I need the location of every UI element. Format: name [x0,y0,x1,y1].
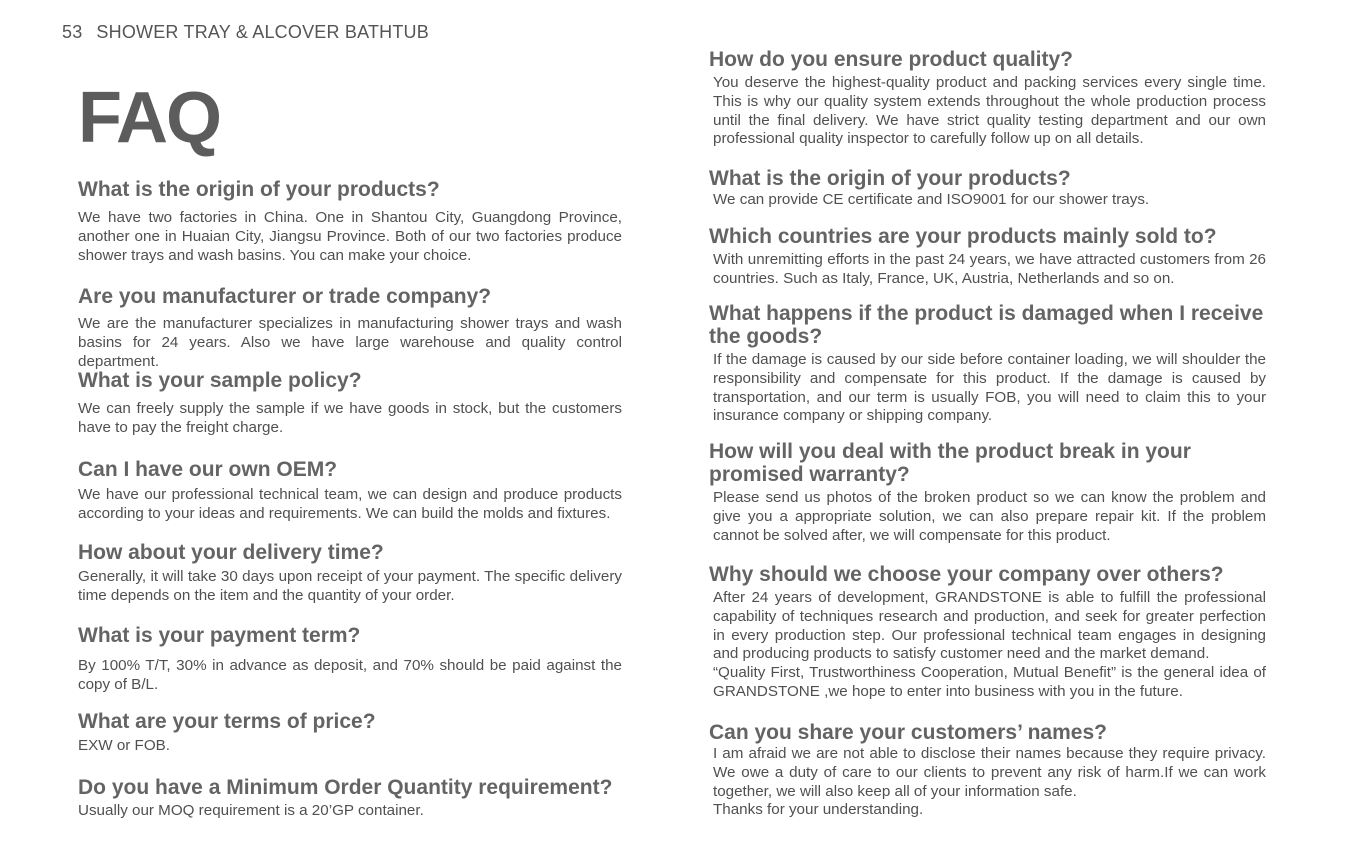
faq-item [78,285,622,371]
faq-item [78,541,622,606]
faq-answer: Generally, it will take 30 days upon receipt of your payment. The specific delivery time depends on the item and the quantity of your order. [78,568,622,604]
faq-answer: You deserve the highest-quality product and packing services every single time. This is why our quality system extends throughout the whole production process until the final delivery. We have strict quality testing department and our own professional quality inspector to carefully follow up on all details. [713,74,1266,148]
faq-answer: We have two factories in China. One in Shantou City, Guangdong Province, another one in Huaian City, Jiangsu Province. Both of our two factories produce shower trays and wash basins. You can make your choice. [78,209,622,264]
faq-answer: By 100% T/T, 30% in advance as deposit, and 70% should be paid against the copy of B/L. [78,657,622,693]
faq-item [709,48,1269,149]
faq-answer: Usually our MOQ requirement is a 20’GP container. [78,802,424,819]
faq-question: What is the origin of your products? [709,167,1071,190]
faq-answer: We can freely supply the sample if we have goods in stock, but the customers have to pay the freight charge. [78,400,622,436]
faq-question: Do you have a Minimum Order Quantity requirement? [78,776,613,799]
faq-answer: We can provide CE certificate and ISO9001 for our shower trays. [713,191,1150,208]
faq-item [709,225,1269,289]
faq-answer-paragraph: Thanks for your understanding. [713,801,924,819]
faq-question: What is your sample policy? [78,369,362,392]
faq-item [709,167,1269,210]
faq-answer-paragraph: I am afraid we are not able to disclose their names because they require privacy. We owe a duty of care to our clients to prevent any risk of harm.If we can work together, we will also keep all of your information safe. [713,745,1266,800]
faq-question: What is your payment term? [78,624,361,647]
faq-answer [709,589,1266,702]
faq-question: How do you ensure product quality? [709,48,1074,71]
faq-item [709,563,1269,702]
faq-item [78,776,622,821]
faq-item [78,710,622,756]
faq-item [78,178,622,265]
faq-answer: If the damage is caused by our side before container loading, we will shoulder the responsibility and compensate for this product. If the damage is caused by transportation, and our term is usually FOB, you will need to claim this to your insurance company or shipping company. [713,351,1266,425]
faq-item [78,369,622,438]
faq-answer-paragraph: After 24 years of development, GRANDSTONE is able to fulfill the professional capability of techniques research and production, and seek for greater perfection in every production step. Our professional technical team engages in designing and producing products to satisfy customer need and the market demand. [713,589,1266,663]
page-header [62,22,429,43]
faq-question: How about your delivery time? [78,541,384,564]
faq-answer-paragraph: “Quality First, Trustworthiness Cooperation, Mutual Benefit” is the general idea of GRANDSTONE ,we hope to enter into business with you in the future. [713,664,1266,700]
faq-answer: We have our professional technical team, we can design and produce products according to your ideas and requirements. We can build the molds and fixtures. [78,486,622,522]
section-title: SHOWER TRAY & ALCOVER BATHTUB [96,22,429,42]
faq-question: How will you deal with the product break in your promised warranty? [709,440,1191,486]
faq-answer: EXW or FOB. [78,737,170,754]
faq-question: Are you manufacturer or trade company? [78,285,492,308]
page-number: 53 [62,22,83,42]
faq-question: Which countries are your products mainly sold to? [709,225,1217,248]
faq-answer [709,745,1266,820]
faq-answer: We are the manufacturer specializes in manufacturing shower trays and wash basins for 24 years. Also we have large warehouse and quality control department. [78,315,622,370]
faq-question: What are your terms of price? [78,710,376,733]
faq-answer: Please send us photos of the broken product so we can know the problem and give you a appropriate solution, we can also prepare repair kit. If the problem cannot be solved after, we will compensate for this product. [713,489,1266,544]
faq-item [709,440,1269,545]
faq-question: Why should we choose your company over others? [709,563,1224,586]
page-title: FAQ [78,78,221,158]
faq-question: Can you share your customers’ names? [709,721,1107,744]
faq-item [709,302,1269,426]
faq-item [78,458,622,524]
faq-item [709,721,1269,820]
faq-question: What happens if the product is damaged when I receive the goods? [709,302,1264,348]
faq-question: What is the origin of your products? [78,178,440,201]
faq-answer: With unremitting efforts in the past 24 years, we have attracted customers from 26 countries. Such as Italy, France, UK, Austria, Netherlands and so on. [713,251,1266,287]
faq-item [78,624,622,695]
faq-question: Can I have our own OEM? [78,458,338,481]
